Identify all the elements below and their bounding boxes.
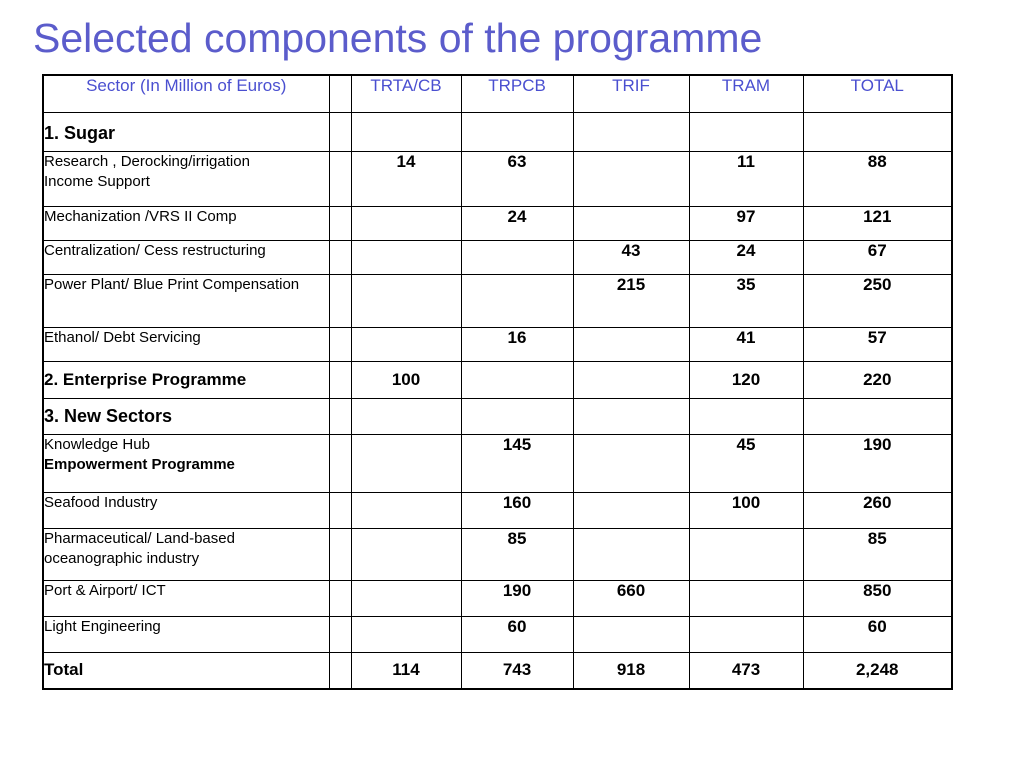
cell: 145 (461, 435, 573, 493)
table-row (43, 152, 952, 207)
cell: 85 (803, 529, 952, 581)
cell: 97 (689, 207, 803, 241)
header-trif: TRIF (573, 75, 689, 113)
cell (351, 435, 461, 493)
cell: 100 (689, 493, 803, 529)
row-label: Mechanization /VRS II Comp (43, 207, 329, 241)
row-label: Seafood Industry (43, 493, 329, 529)
cell (461, 362, 573, 399)
cell: 918 (573, 653, 689, 689)
cell (351, 207, 461, 241)
row-label: Pharmaceutical/ Land-based oceanographic industry (43, 529, 329, 581)
cell (351, 328, 461, 362)
cell (573, 362, 689, 399)
cell (351, 581, 461, 617)
cell: 24 (689, 241, 803, 275)
cell (329, 617, 351, 653)
cell: 14 (351, 152, 461, 207)
table-row (43, 241, 952, 275)
row-label (43, 435, 329, 493)
row-label-line1: Research , Derocking/irrigation (44, 153, 250, 170)
cell: 120 (689, 362, 803, 399)
page-title: Selected components of the programme (33, 15, 763, 61)
header-row (43, 75, 952, 113)
row-label: Power Plant/ Blue Print Compensation (43, 275, 329, 328)
cell: 850 (803, 581, 952, 617)
cell (461, 275, 573, 328)
row-label: 1. Sugar (43, 113, 329, 152)
cell (803, 113, 952, 152)
table-row (43, 435, 952, 493)
cell: 16 (461, 328, 573, 362)
cell: 660 (573, 581, 689, 617)
header-trta-cb: TRTA/CB (351, 75, 461, 113)
cell (461, 113, 573, 152)
cell: 114 (351, 653, 461, 689)
cell (351, 399, 461, 435)
cell: 11 (689, 152, 803, 207)
cell (689, 113, 803, 152)
cell: 88 (803, 152, 952, 207)
cell (573, 113, 689, 152)
cell (329, 275, 351, 328)
cell (351, 275, 461, 328)
cell (329, 529, 351, 581)
cell (329, 581, 351, 617)
cell (573, 328, 689, 362)
table-row (43, 328, 952, 362)
cell (461, 241, 573, 275)
cell (689, 581, 803, 617)
cell (573, 435, 689, 493)
cell: 121 (803, 207, 952, 241)
cell (573, 529, 689, 581)
cell: 250 (803, 275, 952, 328)
row-label-line2: Empowerment Programme (44, 456, 235, 474)
cell: 160 (461, 493, 573, 529)
cell (329, 362, 351, 399)
cell: 24 (461, 207, 573, 241)
cell (573, 152, 689, 207)
table-row (43, 207, 952, 241)
cell (573, 207, 689, 241)
cell: 743 (461, 653, 573, 689)
cell: 45 (689, 435, 803, 493)
table-row (43, 617, 952, 653)
cell (329, 328, 351, 362)
cell: 100 (351, 362, 461, 399)
cell (351, 529, 461, 581)
cell: 57 (803, 328, 952, 362)
cell (329, 653, 351, 689)
row-label: Total (43, 653, 329, 689)
cell (329, 399, 351, 435)
cell (803, 399, 952, 435)
cell (329, 207, 351, 241)
cell (461, 399, 573, 435)
cell (329, 152, 351, 207)
table-row (43, 275, 952, 328)
cell: 63 (461, 152, 573, 207)
cell: 220 (803, 362, 952, 399)
row-label: Port & Airport/ ICT (43, 581, 329, 617)
cell (689, 529, 803, 581)
cell (351, 113, 461, 152)
table-row (43, 581, 952, 617)
cell: 43 (573, 241, 689, 275)
components-table (42, 74, 953, 690)
row-label: Ethanol/ Debt Servicing (43, 328, 329, 362)
cell: 67 (803, 241, 952, 275)
cell (351, 617, 461, 653)
table-row (43, 493, 952, 529)
cell (351, 493, 461, 529)
cell: 190 (461, 581, 573, 617)
row-label-line1: Knowledge Hub (44, 436, 150, 453)
row-label: Light Engineering (43, 617, 329, 653)
cell (329, 435, 351, 493)
table-row (43, 399, 952, 435)
cell (573, 617, 689, 653)
row-label: Centralization/ Cess restructuring (43, 241, 329, 275)
header-total: TOTAL (803, 75, 952, 113)
cell (351, 241, 461, 275)
cell: 60 (803, 617, 952, 653)
header-sector: Sector (In Million of Euros) (43, 75, 329, 113)
cell (329, 493, 351, 529)
cell (689, 399, 803, 435)
cell: 41 (689, 328, 803, 362)
cell (573, 493, 689, 529)
cell (329, 113, 351, 152)
table-row-total (43, 653, 952, 689)
table-row (43, 362, 952, 399)
row-label: 3. New Sectors (43, 399, 329, 435)
row-label (43, 152, 329, 207)
row-label: 2. Enterprise Programme (43, 362, 329, 399)
cell: 190 (803, 435, 952, 493)
cell (689, 617, 803, 653)
cell: 35 (689, 275, 803, 328)
table-row (43, 529, 952, 581)
cell: 60 (461, 617, 573, 653)
cell: 2,248 (803, 653, 952, 689)
header-trpcb: TRPCB (461, 75, 573, 113)
header-blank (329, 75, 351, 113)
table-row (43, 113, 952, 152)
cell: 260 (803, 493, 952, 529)
cell: 85 (461, 529, 573, 581)
row-label-line2: Income Support (44, 173, 150, 191)
cell (573, 399, 689, 435)
cell: 215 (573, 275, 689, 328)
cell (329, 241, 351, 275)
header-tram: TRAM (689, 75, 803, 113)
cell: 473 (689, 653, 803, 689)
